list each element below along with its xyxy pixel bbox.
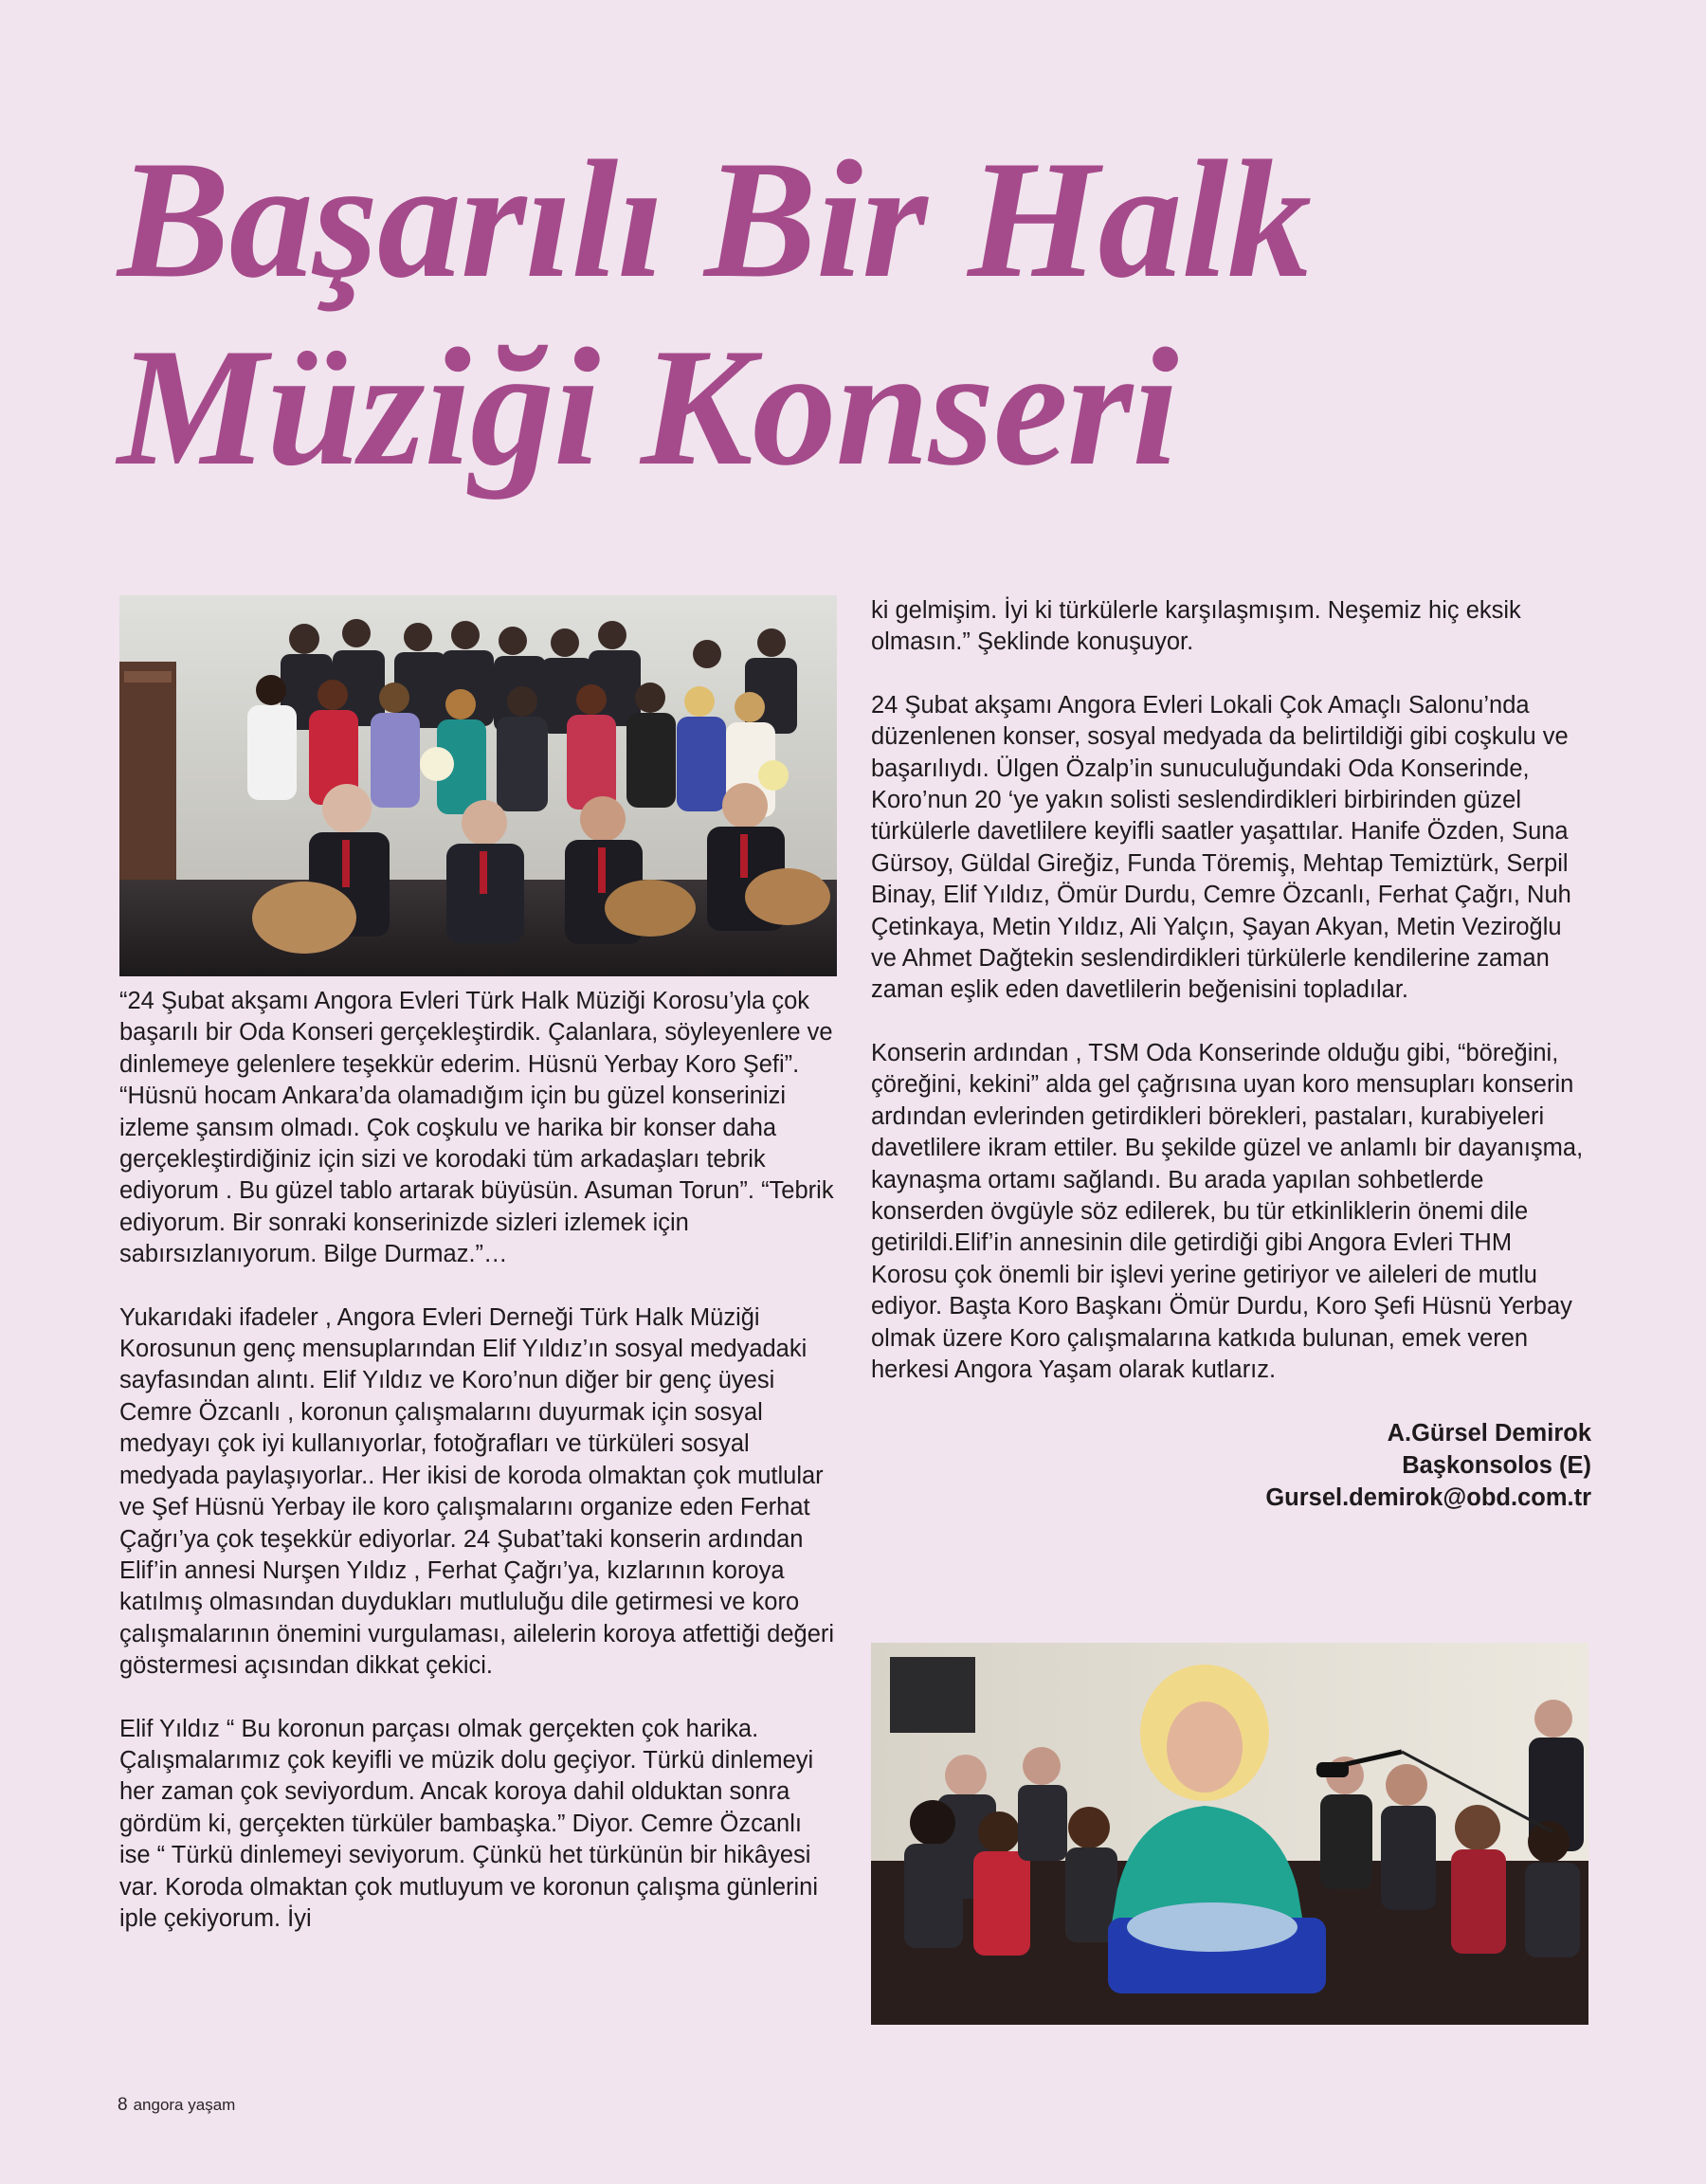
title-line-2: Müziği Konseri [118, 313, 1178, 500]
paragraph: Elif Yıldız “ Bu koronun parçası olmak gerçekten çok harika. Çalışmalarımız çok keyifli ve müzik dolu geçiyor. Türkü dinlemeyi her zaman çok seviyordum. Ancak koroya dahil olduktan sonra gördüm ki, gerçekten türküler bambaşka.” Diyor. Cemre Özcanlı ise “ Türkü dinlemeyi seviyorum. Çünkü het türkünün bir hikâyesi var. Koroda olmaktan çok mutluyum ve koronun çalışma günlerini iple çekiyorum. İyi [119, 1715, 819, 1932]
left-column-text [119, 986, 836, 1966]
page-number: 8 [118, 2095, 128, 2115]
author-email: Gursel.demirok@obd.com.tr [1265, 1484, 1591, 1512]
paragraph: “24 Şubat akşamı Angora Evleri Türk Halk Müziği Korosu’yla çok başarılı bir Oda Konseri gerçekleştirdik. Çalanlara, söyleyenlere ve dinlemeye gelenlere teşekkür ederim. Hüsnü Yerbay Koro Şefi”. “Hüsnü hocam Ankara’da olamadığım için bu güzel konserinizi izleme şansım olmadı. Çok coşkulu ve harika bir konser daha gerçekleştirdiğiniz için sizi ve korodaki tüm arkadaşları tebrik ediyorum . Bu güzel tablo artarak büyüsün. Asuman Torun”. “Tebrik ediyorum. Bir sonraki konserinizde sizleri izlemek için sabırsızlanıyorum. Bilge Durmaz.”… [119, 988, 834, 1268]
soloist-photo [871, 1643, 1588, 2025]
paragraph: ki gelmişim. İyi ki türkülerle karşılaşmışım. Neşemiz hiç eksik olmasın.” Şeklinde konuşuyor. [871, 597, 1521, 656]
right-column-text [871, 595, 1591, 1514]
paragraph: 24 Şubat akşamı Angora Evleri Lokali Çok Amaçlı Salonu’nda düzenlenen konser, sosyal medyada da belirtildiği gibi coşkulu ve başarılıydı. Ülgen Özalp’in sunuculuğundaki Oda Konserinde, Koro’nun 20 ‘ye yakın solisti seslendirdikleri birbirinden güzel türkülerle davetlilere keyifli saatler yaşattılar. Hanife Özden, Suna Gürsoy, Güldal Gireğiz, Funda Töremiş, Mehtap Temiztürk, Serpil Binay, Elif Yıldız, Ömür Durdu, Cemre Özcanlı, Ferhat Çağrı, Nuh Çetinkaya, Metin Yıldız, Ali Yalçın, Şayan Akyan, Metin Veziroğlu ve Ahmet Dağtekin seslendirdikleri türkülerle kendilerine zaman zaman eşlik eden davetlilerin beğenisini topladılar. [871, 691, 1571, 1004]
paragraph: Konserin ardından , TSM Oda Konserinde olduğu gibi, “böreğini, çöreğini, kekini” alda gel çağrısına uyan koro mensupları konserin ardından evlerinden getirdikleri börekleri, pastaları, kurabiyeleri davetlilere ikram ettiler. Bu şekilde güzel ve anlamlı bir dayanışma, kaynaşma ortamı sağlandı. Bu arada yapılan sohbetlerde konserden övgüyle söz edilerek, bu tür etkinliklerin önemi dile getirildi.Elif’in annesinin dile getirdiği gibi Angora Evleri THM Korosu çok önemli bir işlevi yerine getiriyor ve aileleri de mutlu ediyor. Başta Koro Başkanı Ömür Durdu, Koro Şefi Hüsnü Yerbay olmak üzere Koro çalışmalarına katkıda bulunan, emek veren herkesi Angora Yaşam olarak kutlarız. [871, 1039, 1584, 1383]
paragraph: Yukarıdaki ifadeler , Angora Evleri Derneği Türk Halk Müziği Korosunun genç mensuplarından Elif Yıldız’ın sosyal medyadaki sayfasından alıntı. Elif Yıldız ve Koro’nun diğer bir genç üyesi Cemre Özcanlı , koronun çalışmalarını duyurmak için sosyal medyayı çok iyi kullanıyorlar, fotoğrafları ve türküleri sosyal medyada paylaşıyorlar.. Her ikisi de koroda olmaktan çok mutlular ve Şef Hüsnü Yerbay ile koro çalışmalarını organize eden Ferhat Çağrı’ya çok teşekkür ediyorlar. 24 Şubat’taki konserin ardından Elif’in annesi Nurşen Yıldız , Ferhat Çağrı’ya, kızlarının koroya katılmış olmasından duydukları mutluluğu dile getirmesi ve koro çalışmalarının önemini vurgulaması, ailelerin koroya atfettiği değeri göstermesi açısından dikkat çekici. [119, 1303, 835, 1680]
author-signature [871, 1417, 1591, 1514]
page-footer [118, 2095, 235, 2116]
author-name: A.Gürsel Demirok [1387, 1420, 1591, 1447]
title-line-1: Başarılı Bir Halk [118, 125, 1311, 313]
choir-group-photo [119, 595, 837, 976]
magazine-name: angora yaşam [133, 2096, 236, 2114]
article-title [118, 125, 1634, 500]
author-role: Başkonsolos (E) [1402, 1452, 1591, 1480]
